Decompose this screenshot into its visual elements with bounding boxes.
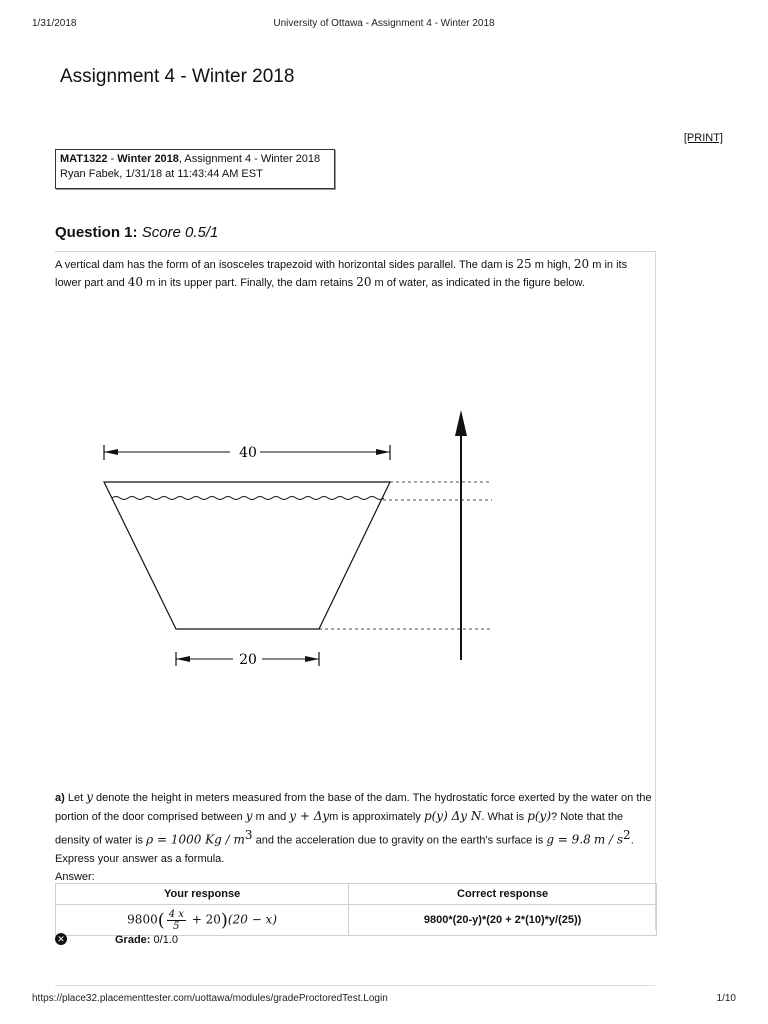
grade-text: Grade: 0/1.0 <box>115 934 178 946</box>
footer-divider <box>55 985 655 986</box>
page-title: Assignment 4 - Winter 2018 <box>60 66 295 87</box>
dam-height-value: 25 <box>516 257 532 271</box>
question-text: A vertical dam has the form of an isosceles trapezoid with horizontal sides parallel. The dam is 25 m high, 20 m in its lower part and 40 m in its upper part. Finally, the dam retains 20 m of water, as indicated in the figure below. <box>55 257 628 289</box>
question-title <box>55 224 218 241</box>
print-link[interactable]: [PRINT] <box>683 132 723 144</box>
top-width-label: 40 <box>239 445 257 461</box>
dam-lower-value: 20 <box>573 257 590 271</box>
page-number: 1/10 <box>716 993 736 1004</box>
bottom-width-label: 20 <box>239 652 257 668</box>
course-code: MAT1322 <box>60 153 108 165</box>
response-header-row <box>56 884 657 905</box>
gravity-expression: g = 9.8 <box>546 832 591 847</box>
question-score: Score 0.5/1 <box>141 224 219 241</box>
assignment-name: , Assignment 4 - Winter 2018 <box>178 153 321 165</box>
response-table <box>55 883 657 936</box>
print-header <box>0 18 768 32</box>
answer-label: Answer: <box>55 870 95 883</box>
footer-url: https://place32.placementtester.com/uottawa/modules/gradeProctoredTest.Login <box>32 993 388 1004</box>
print-date: 1/31/2018 <box>32 18 77 29</box>
top-arrowhead-right <box>376 449 390 455</box>
density-expression: ρ = 1000 Kg / m <box>146 832 245 847</box>
grade-value: 0/1.0 <box>150 934 178 946</box>
water-depth-value: 20 <box>356 275 372 289</box>
dam-figure <box>55 400 655 670</box>
response-fraction: $\frac{4 x}{5}$ <box>168 908 184 932</box>
assignment-info-box <box>55 149 335 189</box>
dam-trapezoid <box>104 482 390 629</box>
water-surface-wave <box>112 497 384 500</box>
print-title: University of Ottawa - Assignment 4 - Winter 2018 <box>273 18 495 29</box>
part-a-text: a) Let y denote the height in meters measured from the base of the dam. The hydrostatic force exerted by the water on the portion of the door comprised between y m and y + Δym is approximately p(y) Δy N. What is p(y)? Note that the density of water is ρ = 1000 Kg / $m^3$ and the acceleration due to gravity on the earth's surface is g = 9.8 m / $s^2$. Express your answer as a formula. Answer: <box>55 790 652 883</box>
course-term: Winter 2018 <box>117 153 179 165</box>
correct-response-cell: 9800*(20-y)*(20 + 2*(10)*y/(25)) <box>349 905 657 936</box>
student-line: Ryan Fabek, 1/31/18 at 11:43:44 AM EST <box>60 168 263 180</box>
question-number: Question 1: <box>55 224 138 241</box>
dam-upper-value: 40 <box>127 275 144 289</box>
response-row <box>56 905 657 936</box>
course-sep: - <box>107 153 118 165</box>
correct-response-header: Correct response <box>349 884 657 905</box>
part-a-label: a) <box>55 792 65 804</box>
course-line <box>60 152 330 167</box>
top-arrowhead-left <box>104 449 118 455</box>
your-response-header: Your response <box>56 884 349 905</box>
height-axis-arrowhead <box>455 410 467 436</box>
bottom-arrowhead-left <box>176 656 190 662</box>
bottom-arrowhead-right <box>305 656 319 662</box>
x-circle-icon: ✕ <box>55 933 67 945</box>
your-response-cell: 9800( $\frac{4 x}{5}$ + 20)(20 − x) <box>56 905 349 936</box>
